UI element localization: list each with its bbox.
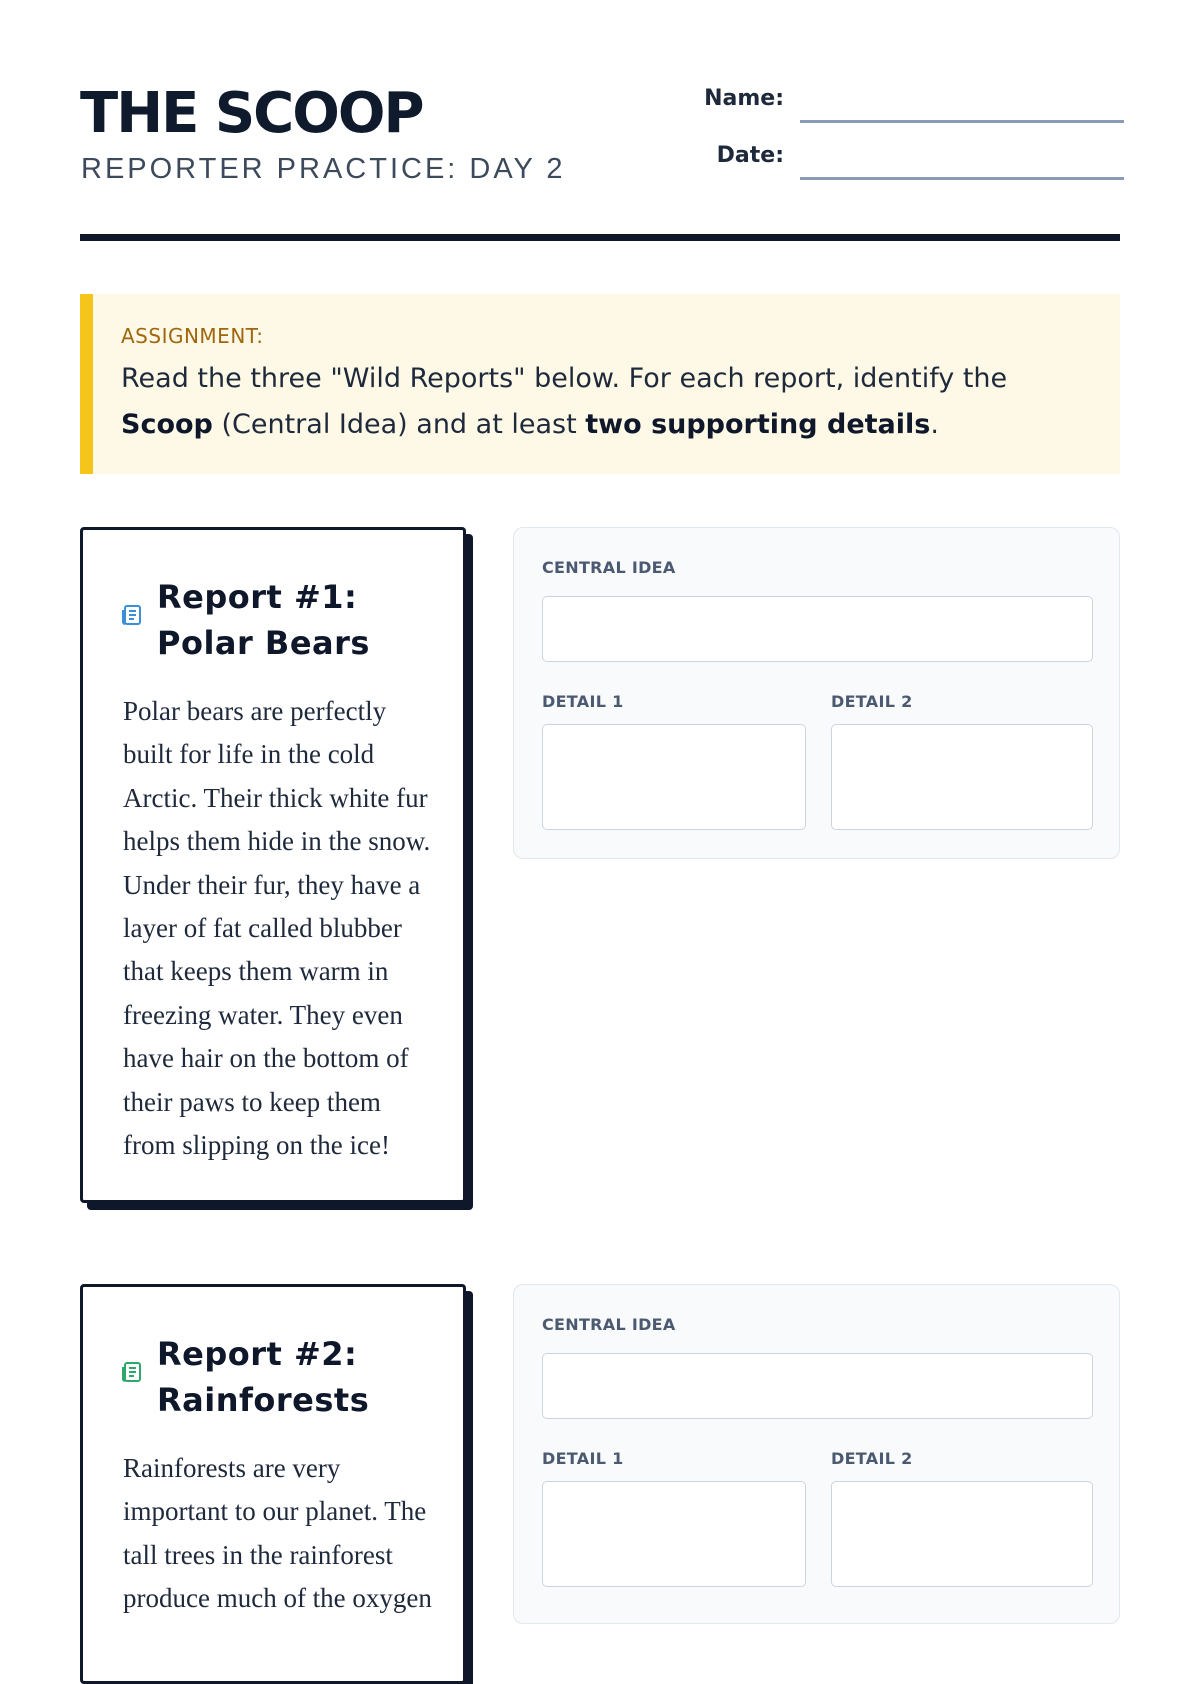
assignment-bold-details: two supporting details: [585, 409, 931, 440]
date-input[interactable]: [800, 175, 1124, 180]
name-field-row: [690, 82, 1120, 122]
central-idea-label: CENTRAL IDEA: [542, 1315, 676, 1334]
central-idea-input[interactable]: [542, 596, 1093, 662]
report-text: Polar bears are perfectly built for life in the cold Arctic. Their thick white fur helps them hide in the snow. Under their fur, they have a layer of fat called blubber that keeps them warm in freezing water. They even have hair on the bottom of their paws to keep them from slipping on the ice!: [123, 696, 431, 1161]
assignment-label: ASSIGNMENT:: [121, 324, 264, 348]
newspaper-icon: [121, 604, 143, 626]
answer-panel-2: [513, 1284, 1120, 1624]
assignment-callout: [80, 294, 1120, 474]
name-input[interactable]: [800, 118, 1124, 123]
detail-1-label: DETAIL 1: [542, 1449, 624, 1468]
detail-2-label: DETAIL 2: [831, 692, 913, 711]
detail-1-input[interactable]: [542, 1481, 806, 1587]
masthead: [80, 0, 1120, 244]
central-idea-label: CENTRAL IDEA: [542, 558, 676, 577]
report-card-2: [80, 1284, 466, 1684]
central-idea-input[interactable]: [542, 1353, 1093, 1419]
callout-accent-bar: [80, 294, 93, 474]
detail-1-label: DETAIL 1: [542, 692, 624, 711]
answer-panel-1: [513, 527, 1120, 859]
newspaper-icon: [121, 1361, 143, 1383]
report-card-1: [80, 527, 466, 1203]
header-divider: [80, 234, 1120, 241]
detail-2-label: DETAIL 2: [831, 1449, 913, 1468]
name-label: Name:: [704, 86, 784, 111]
page-subtitle: REPORTER PRACTICE: DAY 2: [81, 153, 566, 185]
report-header: [121, 574, 441, 674]
date-field-row: [690, 139, 1120, 179]
assignment-text: [121, 356, 1101, 448]
assignment-text-part3: .: [930, 409, 939, 440]
detail-2-input[interactable]: [831, 724, 1093, 830]
report-header: [121, 1331, 441, 1431]
detail-1-input[interactable]: [542, 724, 806, 830]
page-title: THE SCOOP: [80, 81, 423, 146]
date-label: Date:: [716, 143, 784, 168]
detail-2-input[interactable]: [831, 1481, 1093, 1587]
report-text: Rainforests are very important to our planet. The tall trees in the rainforest produce much of the oxygen: [123, 1453, 432, 1614]
report-title: Report #2: Rainforests: [157, 1335, 370, 1419]
report-title: Report #1: Polar Bears: [157, 578, 370, 662]
assignment-text-part1: Read the three "Wild Reports" below. For each report, identify the: [121, 363, 1008, 394]
assignment-bold-scoop: Scoop: [121, 409, 213, 440]
assignment-text-part2: (Central Idea) and at least: [212, 409, 586, 440]
